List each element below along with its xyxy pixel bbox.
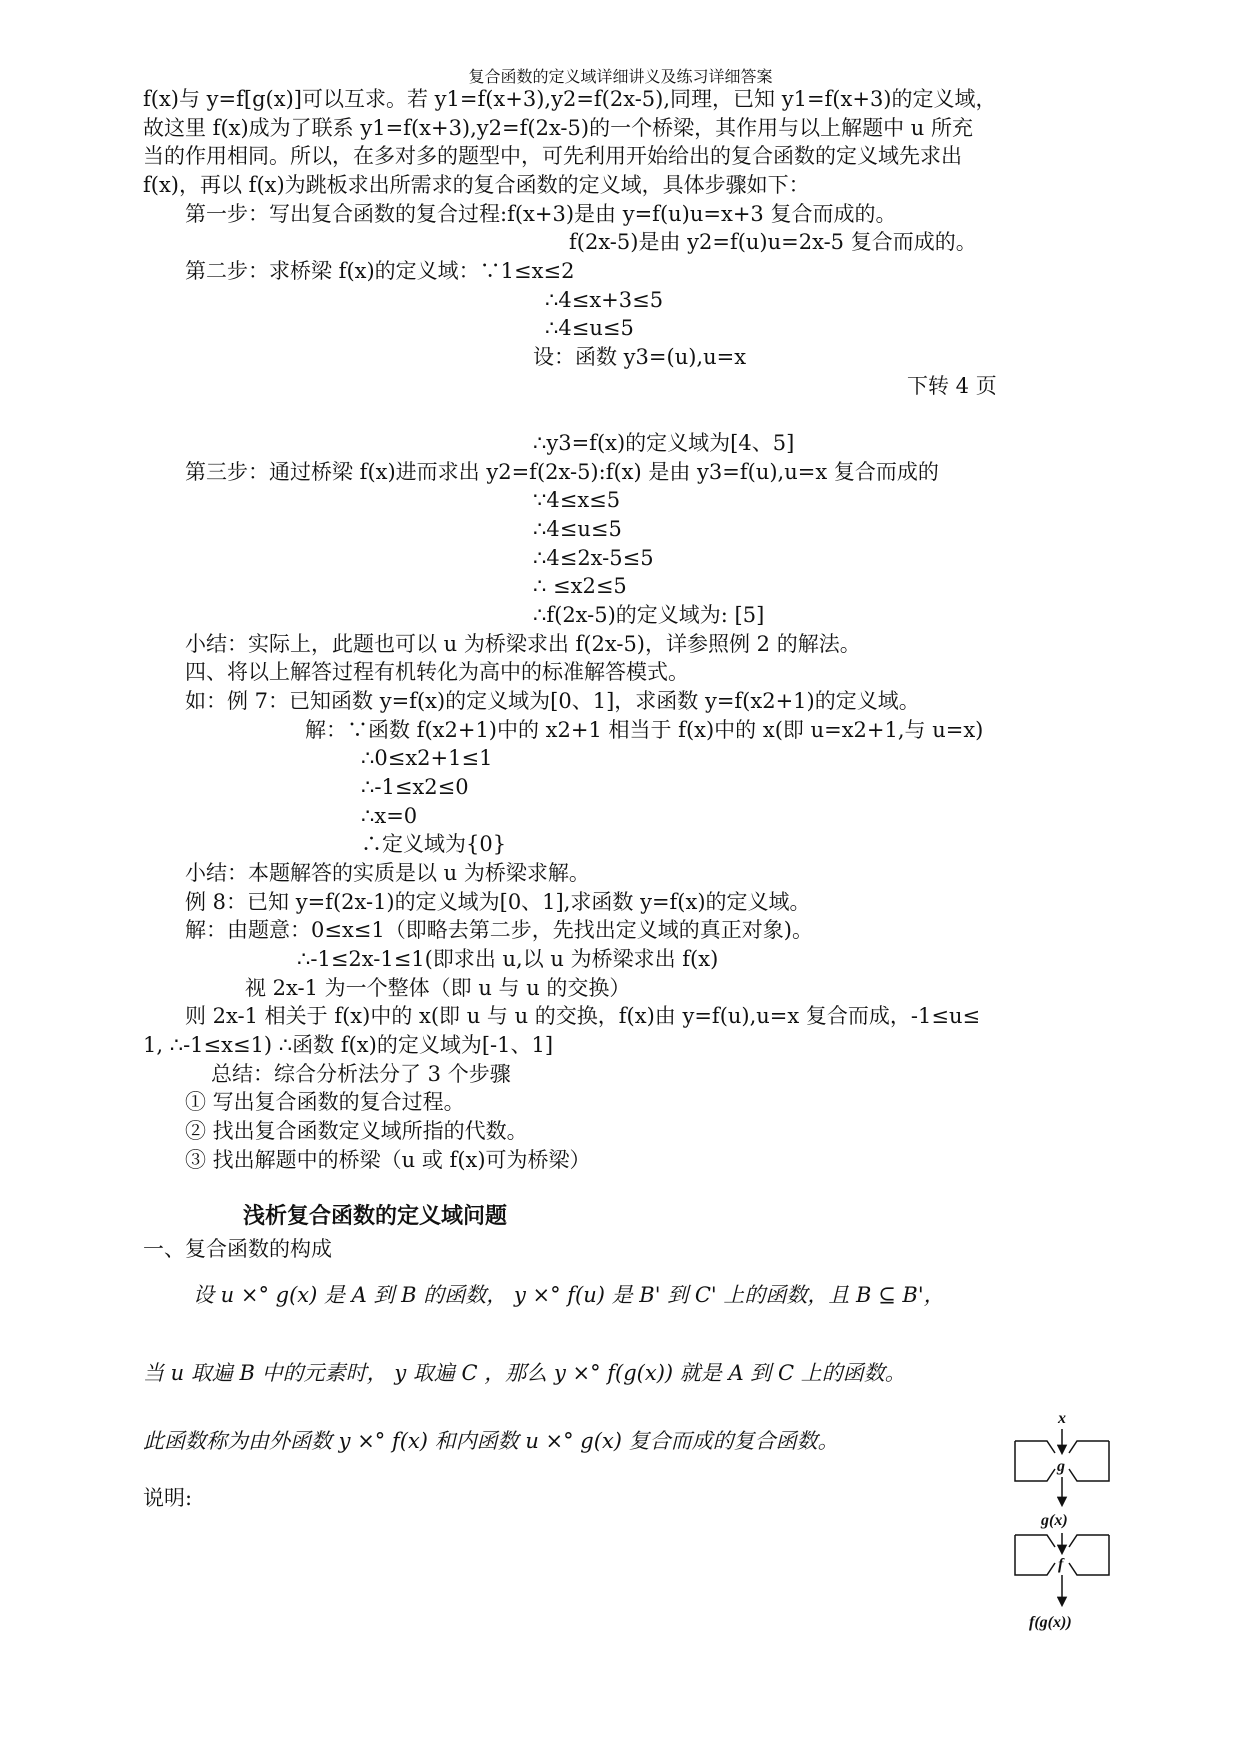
sub-heading: 一、复合函数的构成 bbox=[143, 1237, 332, 1261]
machine-bracket-right bbox=[1069, 1535, 1109, 1575]
diagram-inner-function: g bbox=[1057, 1458, 1065, 1475]
section-title: 浅析复合函数的定义域问题 bbox=[243, 1203, 508, 1229]
diagram-output-label: f(g(x)) bbox=[1029, 1614, 1072, 1631]
text-line: ∵4≤x≤5 bbox=[533, 488, 621, 512]
text-line: ∴-1≤2x-1≤1(即求出 u,以 u 为桥梁求出 f(x) bbox=[297, 947, 719, 971]
definition-paragraph: 此函数称为由外函数 y ×° f(x) 和内函数 u ×° g(x) 复合而成的复合函数。 bbox=[143, 1429, 839, 1453]
text-line: ② 找出复合函数定义域所指的代数。 bbox=[185, 1119, 528, 1143]
machine-bracket-left bbox=[1015, 1535, 1055, 1575]
definition-paragraph: 设 u ×° g(x) 是 A 到 B 的函数， y ×° f(u) 是 B' 到 C' 上的函数，且 B ⊆ B'， bbox=[193, 1283, 945, 1307]
text-line: 小结：实际上，此题也可以 u 为桥梁求出 f(2x-5)，详参照例 2 的解法。 bbox=[185, 632, 861, 656]
text-line: f(x)与 y=f[g(x)]可以互求。若 y1=f(x+3),y2=f(2x-5),同理，已知 y1=f(x+3)的定义域， bbox=[143, 87, 997, 111]
text-line: 解：由题意：0≤x≤1（即略去第二步，先找出定义域的真正对象)。 bbox=[185, 918, 813, 942]
text-line: 1, ∴-1≤x≤1) ∴函数 f(x)的定义域为[-1、1] bbox=[143, 1033, 554, 1057]
text-line: ① 写出复合函数的复合过程。 bbox=[185, 1090, 465, 1114]
text-line: 第三步：通过桥梁 f(x)进而求出 y2=f(2x-5):f(x) 是由 y3=f(u),u=x 复合而成的 bbox=[185, 460, 939, 484]
text-line: ∴-1≤x2≤0 bbox=[361, 775, 469, 799]
note-label: 说明: bbox=[143, 1486, 193, 1510]
text-line: ∴4≤x+3≤5 bbox=[545, 288, 664, 312]
text-line: ∴4≤2x-5≤5 bbox=[533, 546, 654, 570]
text-line: 第二步：求桥梁 f(x)的定义域：∵1≤x≤2 bbox=[185, 259, 575, 283]
text-line: 例 8：已知 y=f(2x-1)的定义域为[0、1],求函数 y=f(x)的定义域。 bbox=[185, 890, 811, 914]
text-line: 设：函数 y3=(u),u=x bbox=[533, 345, 747, 369]
page-header: 复合函数的定义域详细讲义及练习详细答案 bbox=[468, 67, 773, 86]
text-line: f(2x-5)是由 y2=f(u)u=2x-5 复合而成的。 bbox=[569, 230, 977, 254]
text-line: f(x)，再以 f(x)为跳板求出所需求的复合函数的定义域，具体步骤如下： bbox=[143, 173, 810, 197]
text-line: 视 2x-1 为一个整体（即 u 与 u 的交换） bbox=[245, 976, 631, 1000]
machine-bracket-right bbox=[1069, 1441, 1109, 1481]
diagram-input-label: x bbox=[1058, 1410, 1066, 1427]
text-line: 第一步：写出复合函数的复合过程:f(x+3)是由 y=f(u)u=x+3 复合而成的。 bbox=[185, 202, 897, 226]
composition-diagram bbox=[1005, 1405, 1145, 1685]
text-line: ∴定义域为{0} bbox=[361, 832, 507, 856]
text-line: ∴4≤u≤5 bbox=[533, 517, 622, 541]
text-line: 解：∵函数 f(x2+1)中的 x2+1 相当于 f(x)中的 x(即 u=x2+1,与 u=x) bbox=[305, 718, 984, 742]
text-line: 当的作用相同。所以，在多对多的题型中，可先利用开始给出的复合函数的定义域先求出 bbox=[143, 144, 962, 168]
text-line: 故这里 f(x)成为了联系 y1=f(x+3),y2=f(2x-5)的一个桥梁，其作用与以上解题中 u 所充 bbox=[143, 116, 973, 140]
text-line: ∴4≤u≤5 bbox=[545, 316, 634, 340]
text-line: 则 2x-1 相关于 f(x)中的 x(即 u 与 u 的交换，f(x)由 y=f(u),u=x 复合而成，-1≤u≤ bbox=[185, 1004, 981, 1028]
text-line: ∴ ≤x2≤5 bbox=[533, 574, 627, 598]
text-line: ∴y3=f(x)的定义域为[4、5] bbox=[533, 431, 795, 455]
text-line: 下转 4 页 bbox=[907, 374, 997, 398]
text-line: 四、将以上解答过程有机转化为高中的标准解答模式。 bbox=[185, 660, 689, 684]
text-line: 如：例 7：已知函数 y=f(x)的定义域为[0、1]，求函数 y=f(x2+1)的定义域。 bbox=[185, 689, 920, 713]
text-line: ∴0≤x2+1≤1 bbox=[361, 746, 493, 770]
diagram-outer-function: f bbox=[1058, 1556, 1064, 1573]
text-line: 小结：本题解答的实质是以 u 为桥梁求解。 bbox=[185, 861, 590, 885]
definition-paragraph: 当 u 取遍 B 中的元素时， y 取遍 C ，那么 y ×° f(g(x)) 就是 A 到 C 上的函数。 bbox=[143, 1361, 906, 1385]
diagram-intermediate-label: g(x) bbox=[1041, 1512, 1068, 1529]
machine-bracket-left bbox=[1015, 1441, 1055, 1481]
text-line: 总结：综合分析法分了 3 个步骤 bbox=[211, 1062, 511, 1086]
text-line: ∴x=0 bbox=[361, 804, 418, 828]
text-line: ③ 找出解题中的桥梁（u 或 f(x)可为桥梁） bbox=[185, 1148, 591, 1172]
text-line: ∴f(2x-5)的定义域为: [5] bbox=[533, 603, 765, 627]
